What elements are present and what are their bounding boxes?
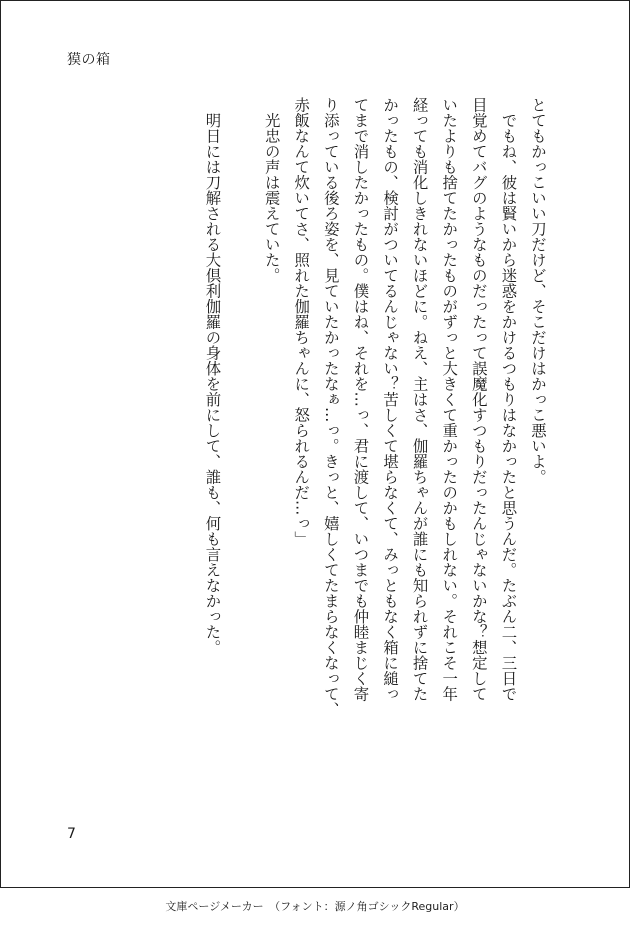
- running-header-title: 獏の箱: [67, 52, 111, 68]
- footer-credit: 文庫ページメーカー （フォント：源ノ角ゴシックRegular）: [165, 900, 465, 913]
- body-line: とてもかっこいい刀だけど、そこだけはかっこ悪いよ。: [529, 97, 547, 485]
- body-line: でもね、彼は賢いから迷惑をかけるつもりはなかったと思うんだ。たぶん二、三日で: [499, 97, 518, 702]
- body-line: 経っても消化しきれないほどに。ねえ、主はさ、伽羅ちゃんが誰にも知られずに捨てた: [410, 97, 429, 702]
- body-line: 明日には刀解される大倶利伽羅の身体を前にして、誰も、何も言えなかった。: [203, 97, 222, 655]
- body-line: かったもの、検討がついてるんじゃない？苦しくて堪らなくて、みっともなく箱に縋っ: [381, 97, 400, 702]
- blank-line: [226, 97, 256, 787]
- vertical-body-text: [197, 97, 552, 787]
- body-line: いたよりも捨てたかったものがずっと大きくて重かったのかもしれない。それこそ一年: [440, 97, 459, 702]
- body-line: 赤飯なんて炊いてさ、照れた伽羅ちゃんに、怒られるんだ…っ」: [292, 97, 311, 547]
- body-line: 目覚めてバグのようなものだったって誤魔化すつもりだったんじゃないかな？想定して: [469, 97, 488, 702]
- body-line: 光忠の声は震えていた。: [262, 97, 281, 283]
- body-line: てまで消したかったもの。僕はね、それを…っ、君に渡して、いつまでも仲睦まじく寄: [351, 97, 370, 702]
- page-number: 7: [67, 826, 76, 842]
- body-line: り添っている後ろ姿を、見ていたかったなぁ…っ。きっと、嬉しくてたまらなくなって、: [321, 97, 340, 717]
